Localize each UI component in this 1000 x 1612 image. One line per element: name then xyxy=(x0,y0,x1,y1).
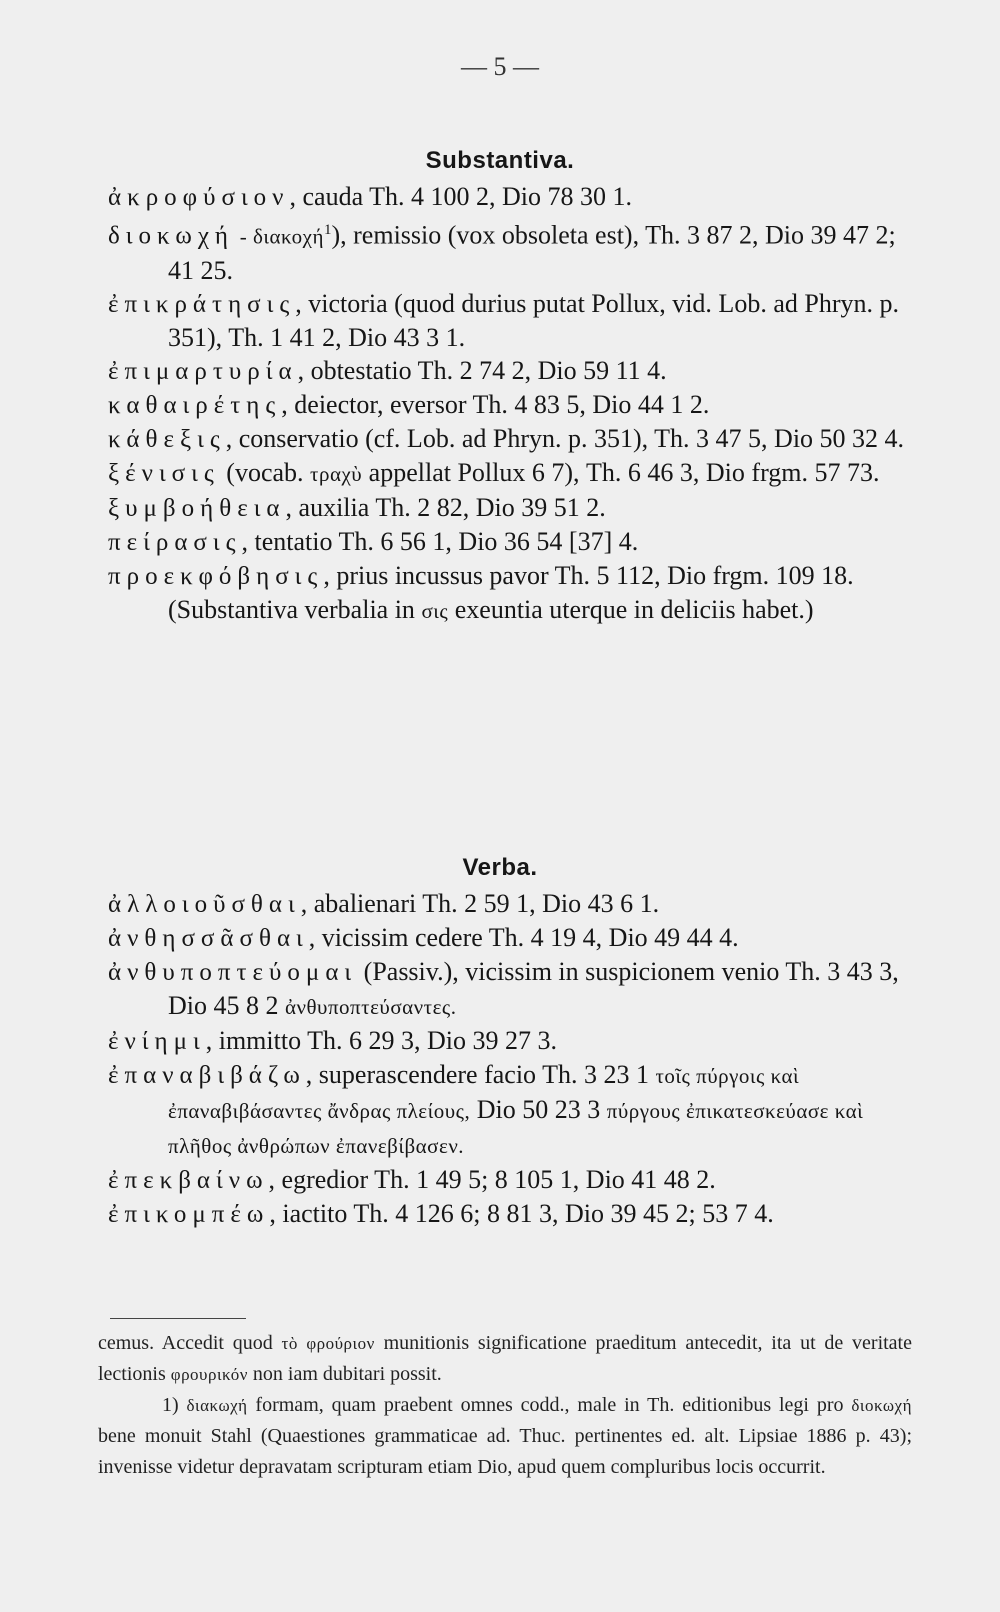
note-text: (Substantiva verbalia in xyxy=(168,594,422,624)
entry-text: , deiector, eversor Th. 4 83 5, Dio 44 1 2. xyxy=(281,389,710,419)
greek-term: πείρασις xyxy=(108,528,242,556)
entry-epikompeo xyxy=(0,1197,1000,1231)
footnote-text: cemus. Accedit quod xyxy=(98,1332,282,1354)
entry-eniemi xyxy=(0,1024,1000,1058)
entry-text: , prius incussus pavor Th. 5 112, Dio frgm. 109 18. xyxy=(323,560,854,590)
greek-term: καθαιρέτης xyxy=(108,391,282,419)
entry-kathairetes xyxy=(0,388,1000,422)
entry-epanabibazo xyxy=(0,1058,1000,1163)
greek-term: ἐπεκβαίνω xyxy=(108,1167,269,1194)
greek-term: ἀκροφύσιον xyxy=(108,184,290,211)
entry-epikratesis xyxy=(0,287,1000,354)
entry-anthypopteuomai xyxy=(0,955,1000,1024)
substantiva-list xyxy=(0,180,1000,628)
entry-text: , conservatio (cf. Lob. ad Phryn. p. 351), Th. 3 47 5, Dio 50 32 4. xyxy=(225,423,905,453)
entry-text: , iactito Th. 4 126 6; 8 81 3, Dio 39 45 2; 53 7 4. xyxy=(269,1199,774,1228)
entry-text: (vocab. xyxy=(219,457,311,487)
footnote-text: non iam dubitari possit. xyxy=(247,1363,442,1385)
entry-text: , superascendere facio Th. 3 23 1 xyxy=(305,1060,656,1089)
greek-term: ἐπαναβιβάζω xyxy=(108,1062,306,1089)
greek-term: κάθεξις xyxy=(108,425,226,453)
footnote-marker: 1) xyxy=(162,1394,187,1416)
greek-quote: πύργους ἐπικατεσκεύασε καὶ πλῆθος ἀνθρώπων ἐπανεβίβασεν. xyxy=(168,1099,864,1158)
entry-epekbaino xyxy=(0,1163,1000,1197)
section-heading-substantiva: Substantiva. xyxy=(425,147,575,174)
entry-proekphobesis xyxy=(0,559,1000,593)
greek-term: διοκωχή xyxy=(108,222,235,250)
section-heading-verba: Verba. xyxy=(462,854,538,881)
page-number: — 5 — xyxy=(461,52,539,81)
entry-text: appellat Pollux 6 7), Th. 6 46 3, Dio frgm. 57 73. xyxy=(362,457,880,487)
entry-text: , immitto Th. 6 29 3, Dio 39 27 3. xyxy=(205,1026,557,1055)
entry-text: , obtestatio Th. 2 74 2, Dio 59 11 4. xyxy=(297,355,667,385)
footnote-text: munitionis significatione praeditum antecedit, ita ut de veritate lectionis xyxy=(98,1332,912,1385)
entry-text: , vicissim cedere Th. 4 19 4, Dio 49 44 4. xyxy=(308,923,739,952)
entry-xenisis xyxy=(0,456,1000,491)
entry-diokoche xyxy=(0,214,1000,287)
entry-text: (Passiv.), vicissim in suspicionem venio Th. 3 43 3, Dio 45 8 2 xyxy=(168,957,899,1020)
greek-term: ξένισις xyxy=(108,459,220,487)
entry-text: ), remissio (vox obsoleta est), Th. 3 87 2, Dio 39 47 2; 41 25. xyxy=(168,220,896,285)
entry-text: , cauda Th. 4 100 2, Dio 78 30 1. xyxy=(289,182,633,211)
entry-kathexis xyxy=(0,422,1000,456)
greek-term: ἐπιμαρτυρία xyxy=(108,357,298,385)
footnote-marker: 1 xyxy=(323,222,332,238)
greek-word: τραχὺ xyxy=(310,461,363,486)
entry-akrophysion xyxy=(0,180,1000,214)
greek-term: ἀνθησσᾶσθαι xyxy=(108,925,309,952)
entry-anthessasthai xyxy=(0,921,1000,955)
greek-term: ἀνθυποπτεύομαι xyxy=(108,959,358,986)
entry-text: Dio 50 23 3 xyxy=(470,1095,607,1124)
entry-text: , tentatio Th. 6 56 1, Dio 36 54 [37] 4. xyxy=(241,526,639,556)
greek-word: διοκωχή xyxy=(851,1396,912,1415)
footnotes xyxy=(0,1328,1000,1483)
footnote-rule xyxy=(110,1318,246,1319)
greek-term: ἐνίημι xyxy=(108,1028,206,1055)
entry-text: , egredior Th. 1 49 5; 8 105 1, Dio 41 48 2. xyxy=(268,1165,716,1194)
greek-word: διακωχή xyxy=(186,1396,248,1415)
entry-epimartyria xyxy=(0,354,1000,388)
greek-phrase: ἀνθυποπτεύσαντες. xyxy=(285,995,457,1019)
greek-variant: - διακοχή xyxy=(234,224,324,249)
note-text: exeuntia uterque in deliciis habet.) xyxy=(448,594,814,624)
greek-word: σις xyxy=(421,598,449,623)
entry-peirasis xyxy=(0,525,1000,559)
entry-alloiousthai xyxy=(0,887,1000,921)
footnote-text: formam, quam praebent omnes codd., male in Th. editionibus legi pro xyxy=(247,1394,852,1416)
entry-text: , auxilia Th. 2 82, Dio 39 51 2. xyxy=(285,492,606,522)
footnote-continuation xyxy=(0,1328,1000,1390)
substantiva-note xyxy=(0,593,1000,628)
greek-word: φρουρικόν xyxy=(170,1365,248,1384)
verba-list xyxy=(0,887,1000,1231)
greek-term: ἐπικομπέω xyxy=(108,1201,270,1228)
greek-term: ἀλλοιοῦσθαι xyxy=(108,891,301,918)
greek-quote: τοῖς πύργοις καὶ ἐπαναβιβάσαντες ἄνδρας πλείους, xyxy=(168,1064,800,1123)
greek-term: ξυμβοήθεια xyxy=(108,494,286,522)
footnote-text: bene monuit Stahl (Quaestiones grammaticae ad. Thuc. pertinentes ed. alt. Lipsiae 1886 p. 43); invenisse videtur depravatam scripturam etiam Dio, apud quem compluribus locis occurrit. xyxy=(98,1425,912,1478)
entry-text: , abalienari Th. 2 59 1, Dio 43 6 1. xyxy=(300,889,660,918)
entry-text: , victoria (quod durius putat Pollux, vid. Lob. ad Phryn. p. 351), Th. 1 41 2, Dio 43 3 1. xyxy=(168,288,899,352)
greek-term: προεκφόβησις xyxy=(108,562,324,590)
entry-xymboetheia xyxy=(0,491,1000,525)
greek-word: τὸ φρούριον xyxy=(281,1334,375,1353)
greek-term: ἐπικράτησις xyxy=(108,290,296,318)
footnote-1 xyxy=(0,1390,1000,1483)
